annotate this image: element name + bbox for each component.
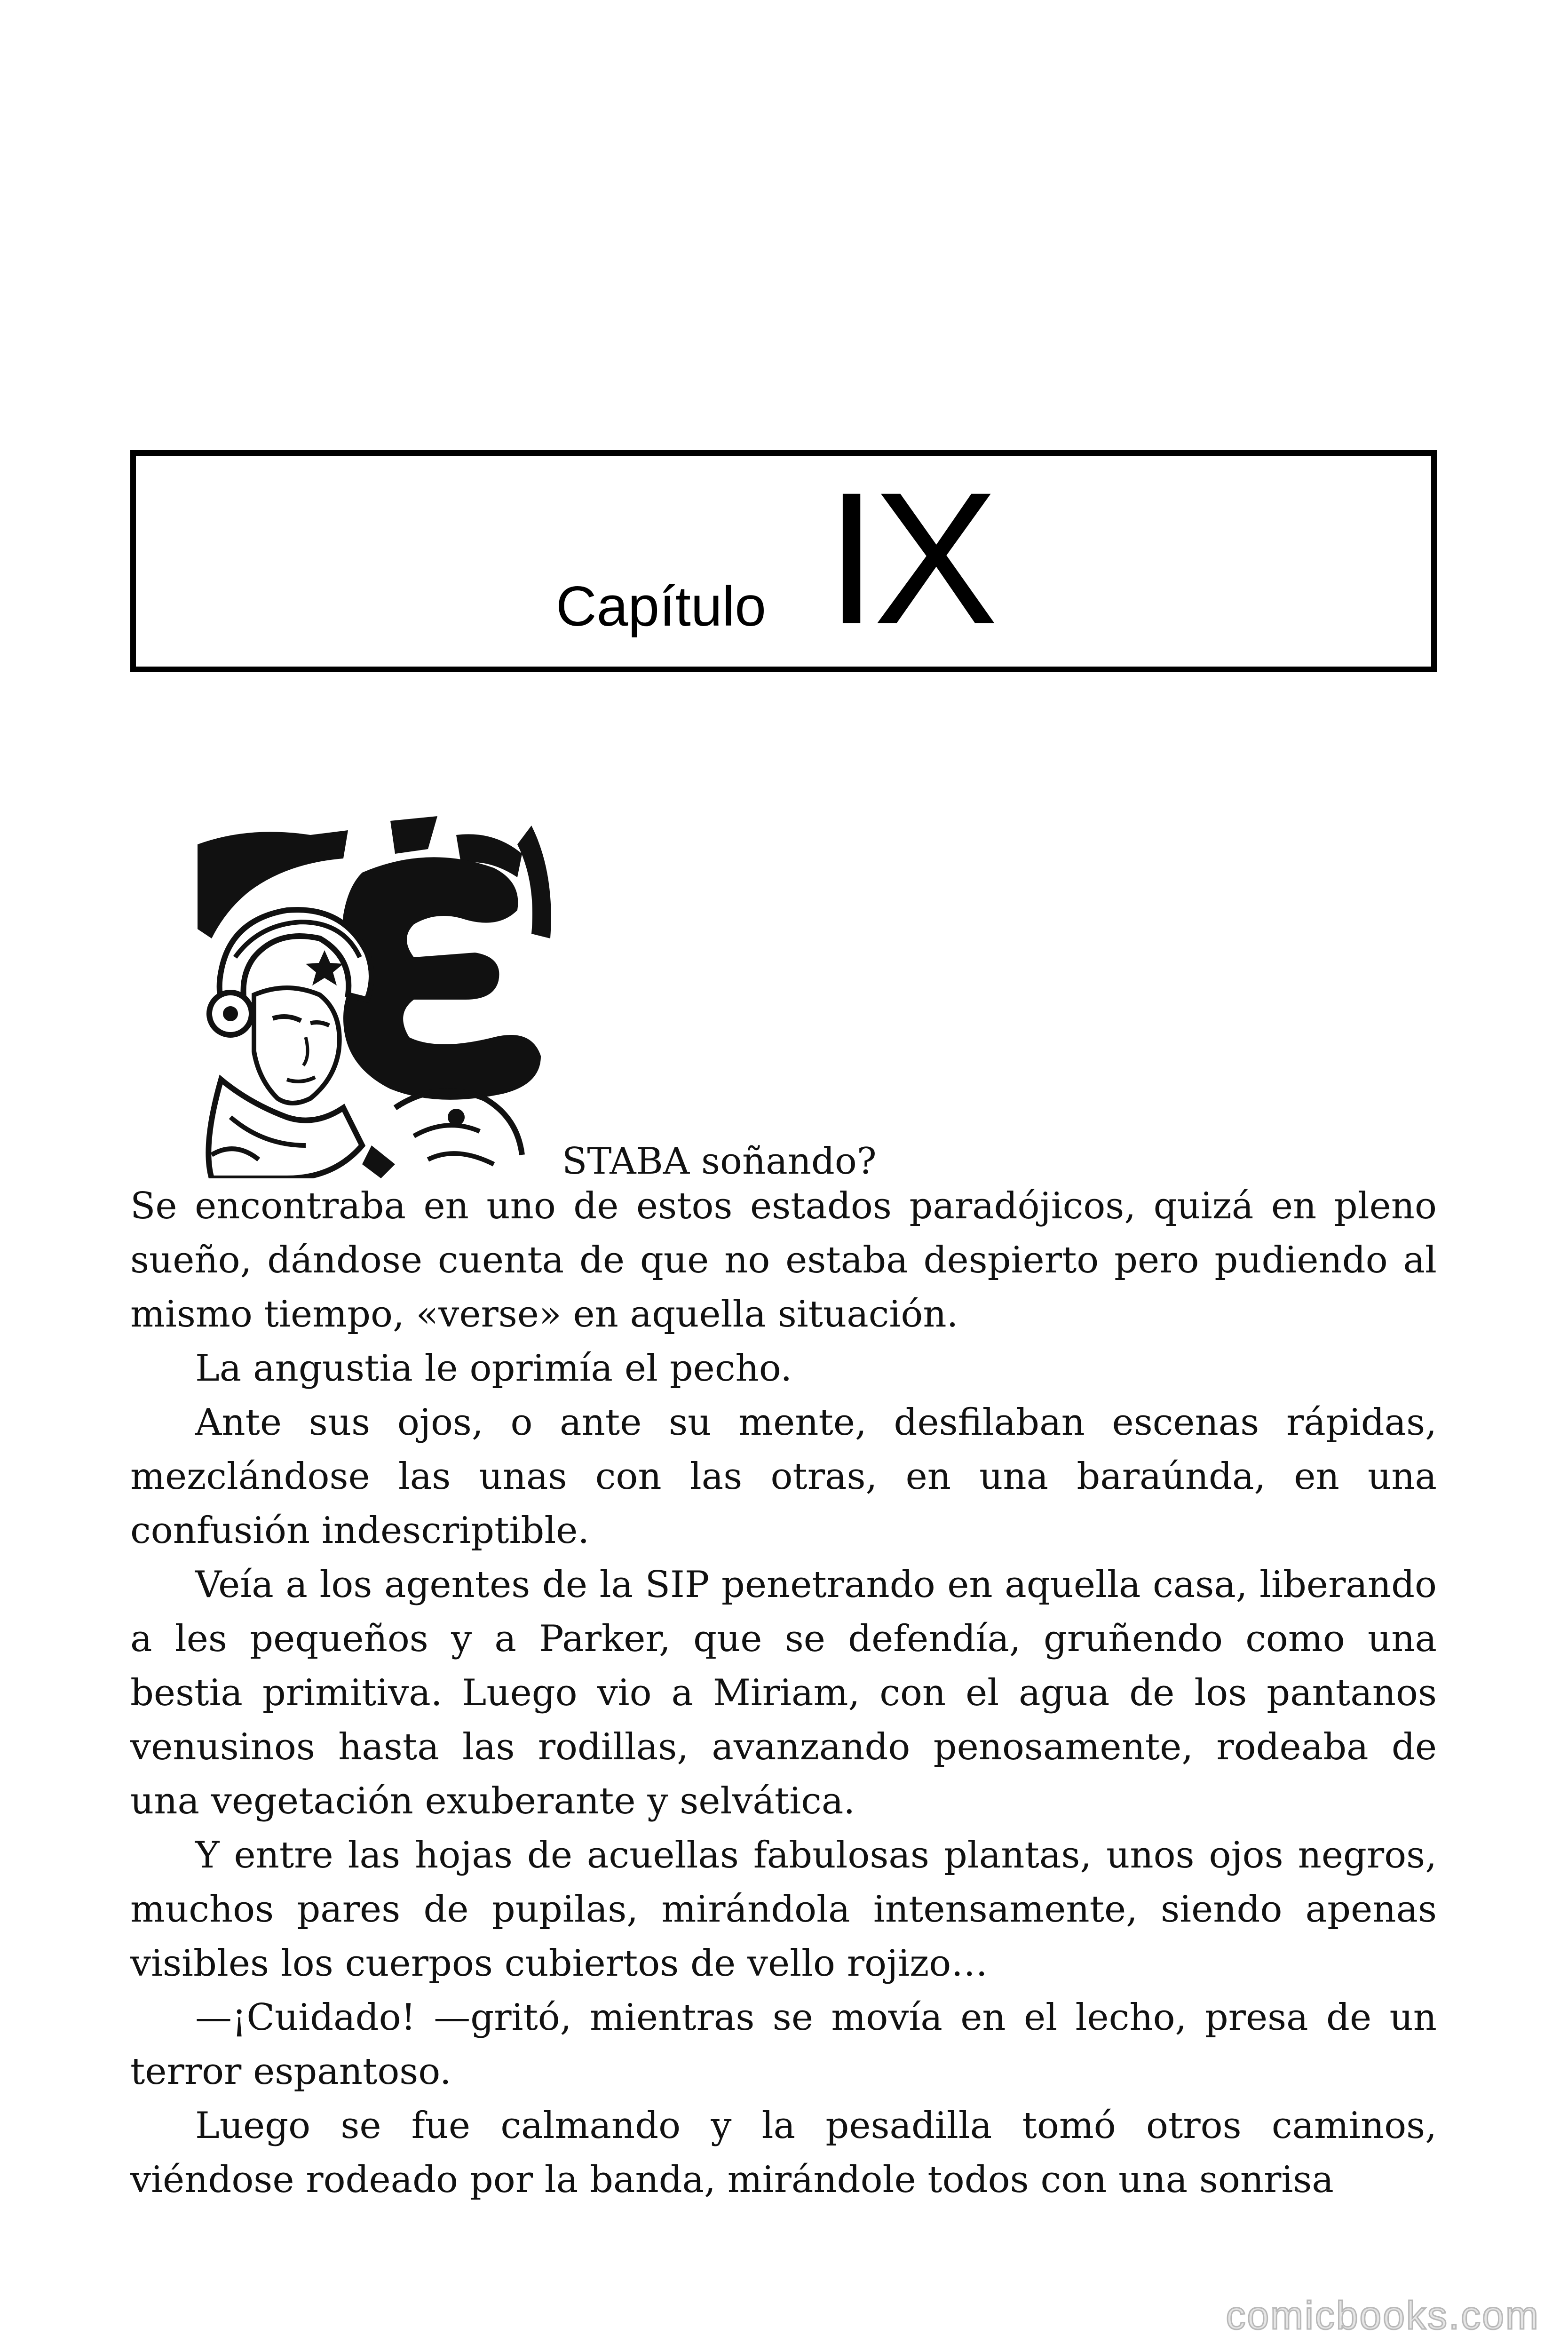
chapter-label: Capítulo — [556, 575, 766, 638]
paragraph: Y entre las hojas de acuellas fabulosas plantas, unos ojos negros, muchos pares de pupilas, mirándola intensamente, siendo apenas visibles los cuerpos cubiertos de vello rojizo… — [130, 1834, 1437, 1985]
chapter-number: IX — [825, 453, 994, 663]
paragraph: —¡Cuidado! —gritó, mientras se movía en el lecho, presa de un terror espantoso. — [130, 1996, 1437, 2093]
paragraph: Luego se fue calmando y la pesadilla tomó otros caminos, viéndose rodeado por la banda, mirándole todos con una sonrisa — [130, 2105, 1437, 2201]
paragraph: Veía a los agentes de la SIP penetrando en aquella casa, liberando a les pequeños y a Parker, que se defendía, gruñendo como una bestia primitiva. Luego vio a Miriam, con el agua de los pantanos venusinos hasta las rodillas, avanzando penosamente, rodeaba de una vegetación exuberante y selvática. — [130, 1564, 1437, 1822]
chapter-heading-box — [130, 450, 1437, 672]
paragraph: La angustia le oprimía el pecho. — [195, 1347, 792, 1390]
dropcap-first-line: STABA soñando? — [562, 1140, 877, 1183]
chapter-text — [130, 1179, 1437, 2207]
paragraph: Ante sus ojos, o ante su mente, desfilaban escenas rápidas, mezclándose las unas con las otras, en una baraúnda, en una confusión indescriptible. — [130, 1401, 1437, 1552]
dropcap-e-icon — [193, 816, 562, 1178]
pilot-dropcap-illustration — [193, 816, 562, 1178]
paragraph: Se encontraba en uno de estos estados paradójicos, quizá en pleno sueño, dándose cuenta de que no estaba despierto pero pudiendo al mismo tiempo, «verse» en aquella situación. — [130, 1185, 1437, 1335]
watermark: comicbooks.com — [1226, 2293, 1540, 2337]
